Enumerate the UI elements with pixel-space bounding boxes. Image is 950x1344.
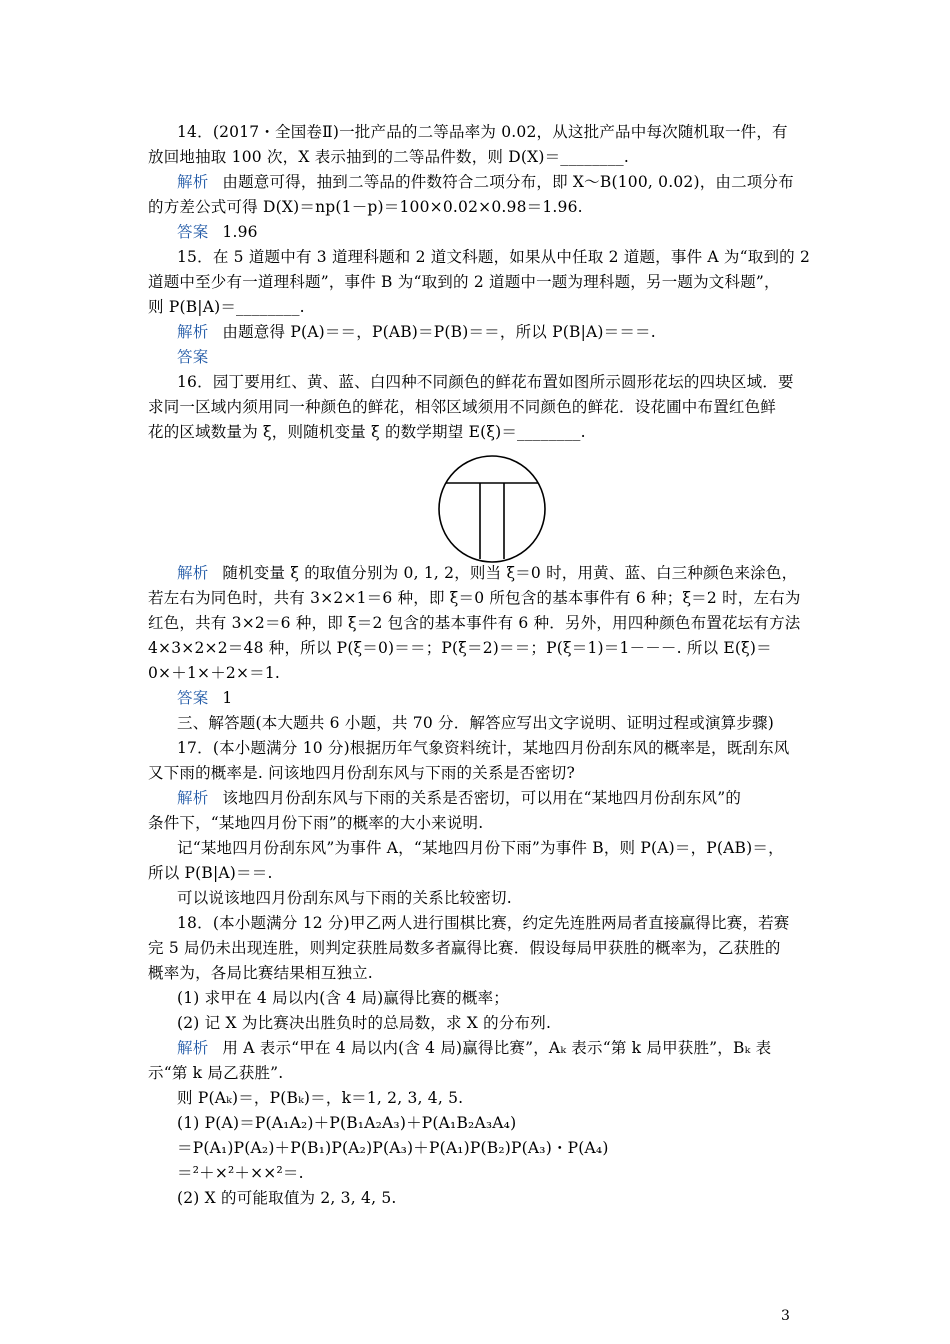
q15-line3: 则 P(B|A)＝________. <box>148 298 305 316</box>
q14-line1: 14．(2017・全国卷Ⅱ)一批产品的二等品率为 0.02，从这批产品中每次随机取一件，有 <box>177 123 788 141</box>
q17-analysis-line2: 条件下，“某地四月份下雨”的概率的大小来说明. <box>148 814 484 832</box>
q18-analysis-line2: 示“第 k 局乙获胜”. <box>148 1064 284 1082</box>
q17-analysis-line1: 解析 该地四月份刮东风与下雨的关系是否密切，可以用在“某地四月份刮东风”的 <box>177 789 742 807</box>
q17-line2: 又下雨的概率是. 问该地四月份刮东风与下雨的关系是否密切? <box>148 764 575 782</box>
q16-line3: 花的区域数量为 ξ，则随机变量 ξ 的数学期望 E(ξ)＝________. <box>148 423 586 441</box>
analysis-label: 解析 <box>177 564 209 582</box>
q17-analysis-line3: 记“某地四月份刮东风”为事件 A，“某地四月份下雨”为事件 B，则 P(A)＝，P(AB)＝， <box>177 839 784 857</box>
q18-analysis-line3: 则 P(Aₖ)＝，P(Bₖ)＝，k＝1, 2, 3, 4, 5. <box>177 1089 464 1107</box>
q14-analysis-line1: 解析 由题意可得，抽到二等品的件数符合二项分布，即 X～B(100, 0.02)，由二项分布 <box>177 173 794 191</box>
q17-analysis-line4: 所以 P(B|A)＝＝. <box>148 864 273 882</box>
q16-line2: 求同一区域内须用同一种颜色的鲜花，相邻区域须用不同颜色的鲜花．设花圃中布置红色鲜 <box>148 398 777 416</box>
q18-part2: (2) 记 X 为比赛决出胜负时的总局数，求 X 的分布列. <box>177 1014 552 1032</box>
q15-line1: 15．在 5 道题中有 3 道理科题和 2 道文科题，如果从中任取 2 道题，事件 A 为“取到的 2 <box>177 248 811 266</box>
q15-answer <box>177 347 222 367</box>
analysis-label: 解析 <box>177 789 209 807</box>
q14-analysis-line2: 的方差公式可得 D(X)＝np(1－p)＝100×0.02×0.98＝1.96. <box>148 198 583 216</box>
q16-analysis-line2: 若左右为同色时，共有 3×2×1＝6 种，即 ξ＝0 所包含的基本事件有 6 种；ξ＝2 时，左右为 <box>148 589 801 607</box>
flower-bed-figure <box>436 453 548 565</box>
q18-analysis-line7: (2) X 的可能取值为 2, 3, 4, 5. <box>177 1189 397 1207</box>
q16-analysis-line5: 0×＋1×＋2×＝1. <box>148 664 281 682</box>
answer-label: 答案 <box>177 223 209 241</box>
q18-line2: 完 5 局仍未出现连胜，则判定获胜局数多者赢得比赛．假设每局甲获胜的概率为，乙获胜的 <box>148 939 781 957</box>
q14-answer: 答案 1.96 <box>177 223 258 241</box>
answer-label: 答案 <box>177 348 209 366</box>
analysis-label: 解析 <box>177 323 209 341</box>
q18-analysis-line5: ＝P(A₁)P(A₂)＋P(B₁)P(A₂)P(A₃)＋P(A₁)P(B₂)P(A₃)・P(A₄) <box>177 1139 609 1157</box>
answer-label: 答案 <box>177 689 209 707</box>
q15-analysis-line1: 解析 由题意得 P(A)＝＝，P(AB)＝P(B)＝＝，所以 P(B|A)＝＝＝. <box>177 323 656 341</box>
q16-line1: 16．园丁要用红、黄、蓝、白四种不同颜色的鲜花布置如图所示圆形花坛的四块区域．要 <box>177 373 794 391</box>
q18-line1: 18．(本小题满分 12 分)甲乙两人进行围棋比赛，约定先连胜两局者直接赢得比赛，若赛 <box>177 914 790 932</box>
q16-analysis-line1: 解析 随机变量 ξ 的取值分别为 0, 1, 2，则当 ξ＝0 时，用黄、蓝、白三种颜色来涂色， <box>177 564 798 582</box>
q16-analysis-line4: 4×3×2×2＝48 种，所以 P(ξ＝0)＝＝；P(ξ＝2)＝＝；P(ξ＝1)＝1－－－. 所以 E(ξ)＝ <box>148 639 772 657</box>
q15-line2: 道题中至少有一道理科题”，事件 B 为“取到的 2 道题中一题为理科题，另一题为文科题”， <box>148 273 780 291</box>
q16-answer: 答案 1 <box>177 689 233 707</box>
q18-analysis-line6: ＝²＋×²＋××²＝. <box>177 1164 304 1182</box>
q17-analysis-line5: 可以说该地四月份刮东风与下雨的关系比较密切. <box>177 889 512 907</box>
q17-line1: 17．(本小题满分 10 分)根据历年气象资料统计，某地四月份刮东风的概率是，既刮东风 <box>177 739 790 757</box>
q18-analysis-line1: 解析 用 A 表示“甲在 4 局以内(含 4 局)赢得比赛”，Aₖ 表示“第 k 局甲获胜”，Bₖ 表 <box>177 1039 772 1057</box>
analysis-label: 解析 <box>177 1039 209 1057</box>
q18-analysis-line4: (1) P(A)＝P(A₁A₂)＋P(B₁A₂A₃)＋P(A₁B₂A₃A₄) <box>177 1114 517 1132</box>
q16-analysis-line3: 红色，共有 3×2＝6 种，即 ξ＝2 包含的基本事件有 6 种．另外，用四种颜色布置花坛有方法 <box>148 614 801 632</box>
flower-bed-circle <box>439 456 545 562</box>
q18-line3: 概率为，各局比赛结果相互独立. <box>148 964 373 982</box>
q14-line2: 放回地抽取 100 次，X 表示抽到的二等品件数，则 D(X)＝________. <box>148 148 630 166</box>
q18-part1: (1) 求甲在 4 局以内(含 4 局)赢得比赛的概率； <box>177 989 510 1007</box>
page-number: 3 <box>781 1308 790 1324</box>
analysis-label: 解析 <box>177 173 209 191</box>
section-heading: 三、解答题(本大题共 6 小题，共 70 分．解答应写出文字说明、证明过程或演算步骤) <box>177 714 774 732</box>
